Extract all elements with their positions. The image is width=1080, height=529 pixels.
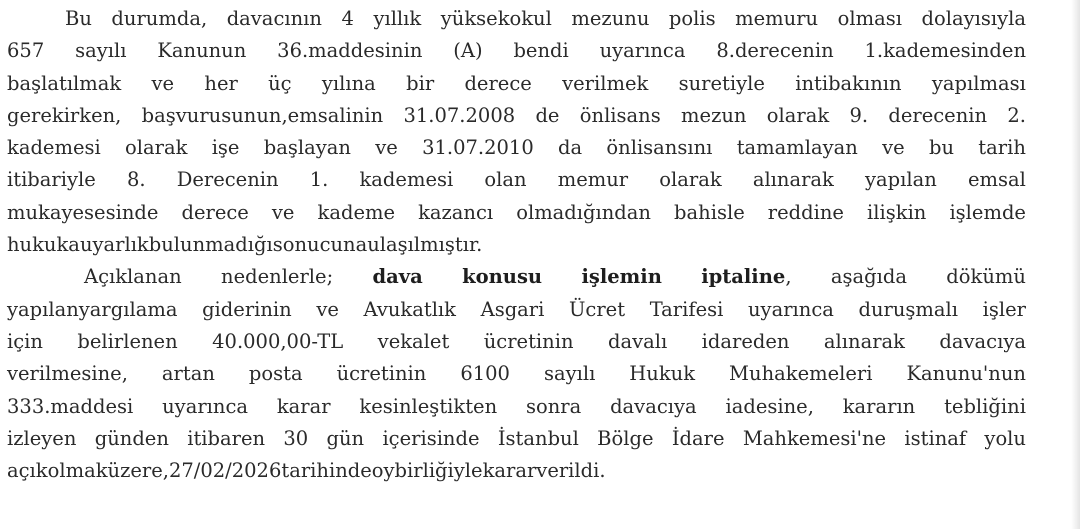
word: uyarınca	[599, 39, 686, 63]
word: 333.maddesi	[7, 394, 134, 418]
word: intibakının	[795, 71, 902, 95]
word: kademe	[317, 200, 396, 224]
word: verilmek	[562, 71, 649, 95]
text-line	[7, 197, 1026, 229]
text-line	[7, 35, 1026, 67]
word: 1.kademesinden	[864, 39, 1026, 63]
word: ücretinin	[483, 329, 574, 353]
word: Avukatlık	[363, 297, 456, 321]
text-line	[7, 326, 1026, 358]
word: 30	[283, 426, 309, 450]
word: iadesine,	[725, 394, 814, 418]
word: olarak	[766, 103, 830, 127]
word: üzere,	[107, 459, 169, 483]
word: yapılanyargılama	[7, 297, 178, 321]
word: kazancı	[418, 200, 494, 224]
word: belirlenen	[77, 329, 178, 353]
word: her	[204, 71, 238, 95]
word: 31.07.2010	[422, 136, 534, 160]
word: suretiyle	[678, 71, 765, 95]
word: yıllık	[373, 7, 422, 30]
text-line	[7, 100, 1026, 132]
word: Kanunu'nun	[906, 362, 1026, 386]
word: olmak	[47, 459, 108, 483]
word: olarak	[125, 136, 188, 160]
word: polis	[668, 7, 716, 30]
word: bu	[928, 136, 955, 160]
word: ve	[271, 200, 295, 224]
word: 9.	[849, 103, 869, 127]
word: mukayesesinde	[7, 200, 159, 224]
word: kademesi	[7, 136, 101, 160]
word: bulunmadığı	[148, 233, 273, 257]
word: davalı	[607, 329, 668, 353]
word: da	[558, 136, 583, 160]
word: açık	[7, 459, 48, 483]
word: posta	[248, 362, 303, 386]
word: istinaf	[904, 426, 967, 450]
word: önlisans	[579, 103, 661, 127]
word: işe	[211, 136, 240, 160]
word: emsal	[967, 168, 1026, 192]
word: 31.07.2008	[403, 103, 516, 127]
word: kademesi	[359, 168, 454, 192]
word	[462, 261, 542, 293]
word: 27/02/2026	[168, 459, 282, 483]
word: aşağıda	[830, 265, 907, 289]
word: nedenlerle;	[221, 265, 334, 289]
word: sayılı	[75, 39, 127, 63]
word: uyarınca	[748, 297, 834, 321]
word: tamamlayan	[736, 136, 858, 160]
word: tebliğini	[944, 394, 1026, 418]
word: 36.maddesinin	[277, 39, 423, 63]
text-line	[7, 455, 1026, 487]
bold-word: iptaline	[701, 265, 786, 289]
word: mezunu	[571, 7, 650, 30]
word: durumda,	[111, 7, 208, 30]
word: karar	[482, 459, 537, 483]
word: Bu	[65, 7, 92, 30]
word: 657	[7, 39, 45, 63]
word: işlemde	[949, 200, 1026, 224]
word: artan	[161, 362, 215, 386]
word: derecenin	[888, 103, 988, 127]
punctuation: ,	[785, 265, 792, 289]
word: ücretinin	[336, 362, 427, 386]
word: Açıklanan	[84, 265, 182, 289]
word: önlisansını	[606, 136, 713, 160]
word: izleyen	[7, 426, 77, 450]
text-line	[7, 294, 1026, 326]
word: mezun	[681, 103, 747, 127]
word: için	[7, 329, 43, 353]
word: sonucuna	[272, 233, 368, 257]
word: ve	[151, 71, 175, 95]
word: 8.derecenin	[716, 39, 834, 63]
word: (A)	[453, 39, 483, 63]
word: yolu	[984, 426, 1026, 450]
word: işler	[982, 297, 1026, 321]
word: gerekirken,	[7, 103, 122, 127]
word: ve	[882, 136, 905, 160]
word: itibariyle	[7, 168, 96, 192]
word: karar	[276, 394, 331, 418]
word: davacıya	[610, 394, 697, 418]
word: Mahkemesi'ne	[742, 426, 887, 450]
word: başvurusunun,emsalinin	[141, 103, 384, 127]
word: kararın	[842, 394, 916, 418]
word: reddine	[767, 200, 844, 224]
word: ve	[316, 297, 339, 321]
word	[701, 261, 791, 293]
word: bir	[406, 71, 435, 95]
word: 6100	[460, 362, 510, 386]
bold-word: işlemin	[581, 265, 662, 289]
word: hukuka	[7, 233, 80, 257]
word: bendi	[513, 39, 569, 63]
word: sonra	[525, 394, 582, 418]
word: bahisle	[674, 200, 745, 224]
word: Asgari	[480, 297, 545, 321]
word: başlatılmak	[7, 71, 122, 95]
word: dökümü	[946, 265, 1026, 289]
word: içerisinde	[382, 426, 480, 450]
word: başlayan	[263, 136, 351, 160]
word: memur	[557, 168, 629, 192]
text-line	[7, 229, 1026, 261]
word: olan	[484, 168, 527, 192]
word: 40.000,00-TL	[212, 329, 344, 353]
text-line	[7, 391, 1026, 423]
text-line	[7, 358, 1026, 390]
word: vekalet	[377, 329, 450, 353]
word: İdare	[671, 426, 725, 450]
paragraph-2	[7, 261, 1026, 487]
text-line	[7, 3, 1026, 35]
word: yapılması	[931, 71, 1026, 95]
word: ilişkin	[867, 200, 927, 224]
text-line	[7, 68, 1026, 100]
word: olmadığından	[516, 200, 651, 224]
word: gün	[326, 426, 365, 450]
word: davacının	[226, 7, 322, 30]
word: Kanunun	[157, 39, 247, 63]
word: duruşmalı	[858, 297, 959, 321]
word: dolayısıyla	[921, 7, 1026, 30]
word: alınarak	[823, 329, 905, 353]
word: derece	[464, 71, 532, 95]
word: ve	[375, 136, 398, 160]
word: verildi.	[536, 459, 606, 483]
word: yılına	[321, 71, 376, 95]
word	[581, 261, 661, 293]
document-text	[7, 3, 1026, 487]
word: 8.	[126, 168, 146, 192]
word: Derecenin	[176, 168, 279, 192]
word: giderinin	[202, 297, 292, 321]
bold-word: konusu	[462, 265, 543, 289]
text-line	[7, 164, 1026, 196]
word: Muhakemeleri	[729, 362, 873, 386]
word: olarak	[659, 168, 722, 192]
word: Bölge	[597, 426, 654, 450]
word: ulaşılmıştır.	[367, 233, 483, 257]
word: uyarınca	[162, 394, 248, 418]
word: Ücret	[569, 297, 626, 321]
word: İstanbul	[497, 426, 579, 450]
word: Hukuk	[629, 362, 696, 386]
word: 2.	[1007, 103, 1026, 127]
word: oybirliğiyle	[371, 459, 483, 483]
bold-word: dava	[372, 265, 423, 289]
word: 4	[341, 7, 354, 30]
word: yapılan	[865, 168, 937, 192]
word: itibaren	[187, 426, 266, 450]
text-line	[7, 132, 1026, 164]
word: tarih	[978, 136, 1026, 160]
word: yüksekokul	[440, 7, 552, 30]
word: idareden	[701, 329, 790, 353]
word: olması	[837, 7, 902, 30]
word: sayılı	[543, 362, 596, 386]
word: üç	[268, 71, 292, 95]
word: alınarak	[752, 168, 834, 192]
word: tarihinde	[281, 459, 372, 483]
word: verilmesine,	[7, 362, 128, 386]
word: de	[535, 103, 560, 127]
word	[372, 261, 422, 293]
page-edge-shadow	[1071, 0, 1080, 529]
word: kesinleştikten	[359, 394, 498, 418]
word: Tarifesi	[649, 297, 724, 321]
text-line	[7, 423, 1026, 455]
word: günden	[94, 426, 169, 450]
word: 1.	[309, 168, 329, 192]
word: uyarlık	[79, 233, 149, 257]
word: derece	[181, 200, 249, 224]
word: davacıya	[939, 329, 1026, 353]
text-line	[7, 261, 1026, 293]
paragraph-1	[7, 3, 1026, 261]
word: memuru	[735, 7, 819, 30]
